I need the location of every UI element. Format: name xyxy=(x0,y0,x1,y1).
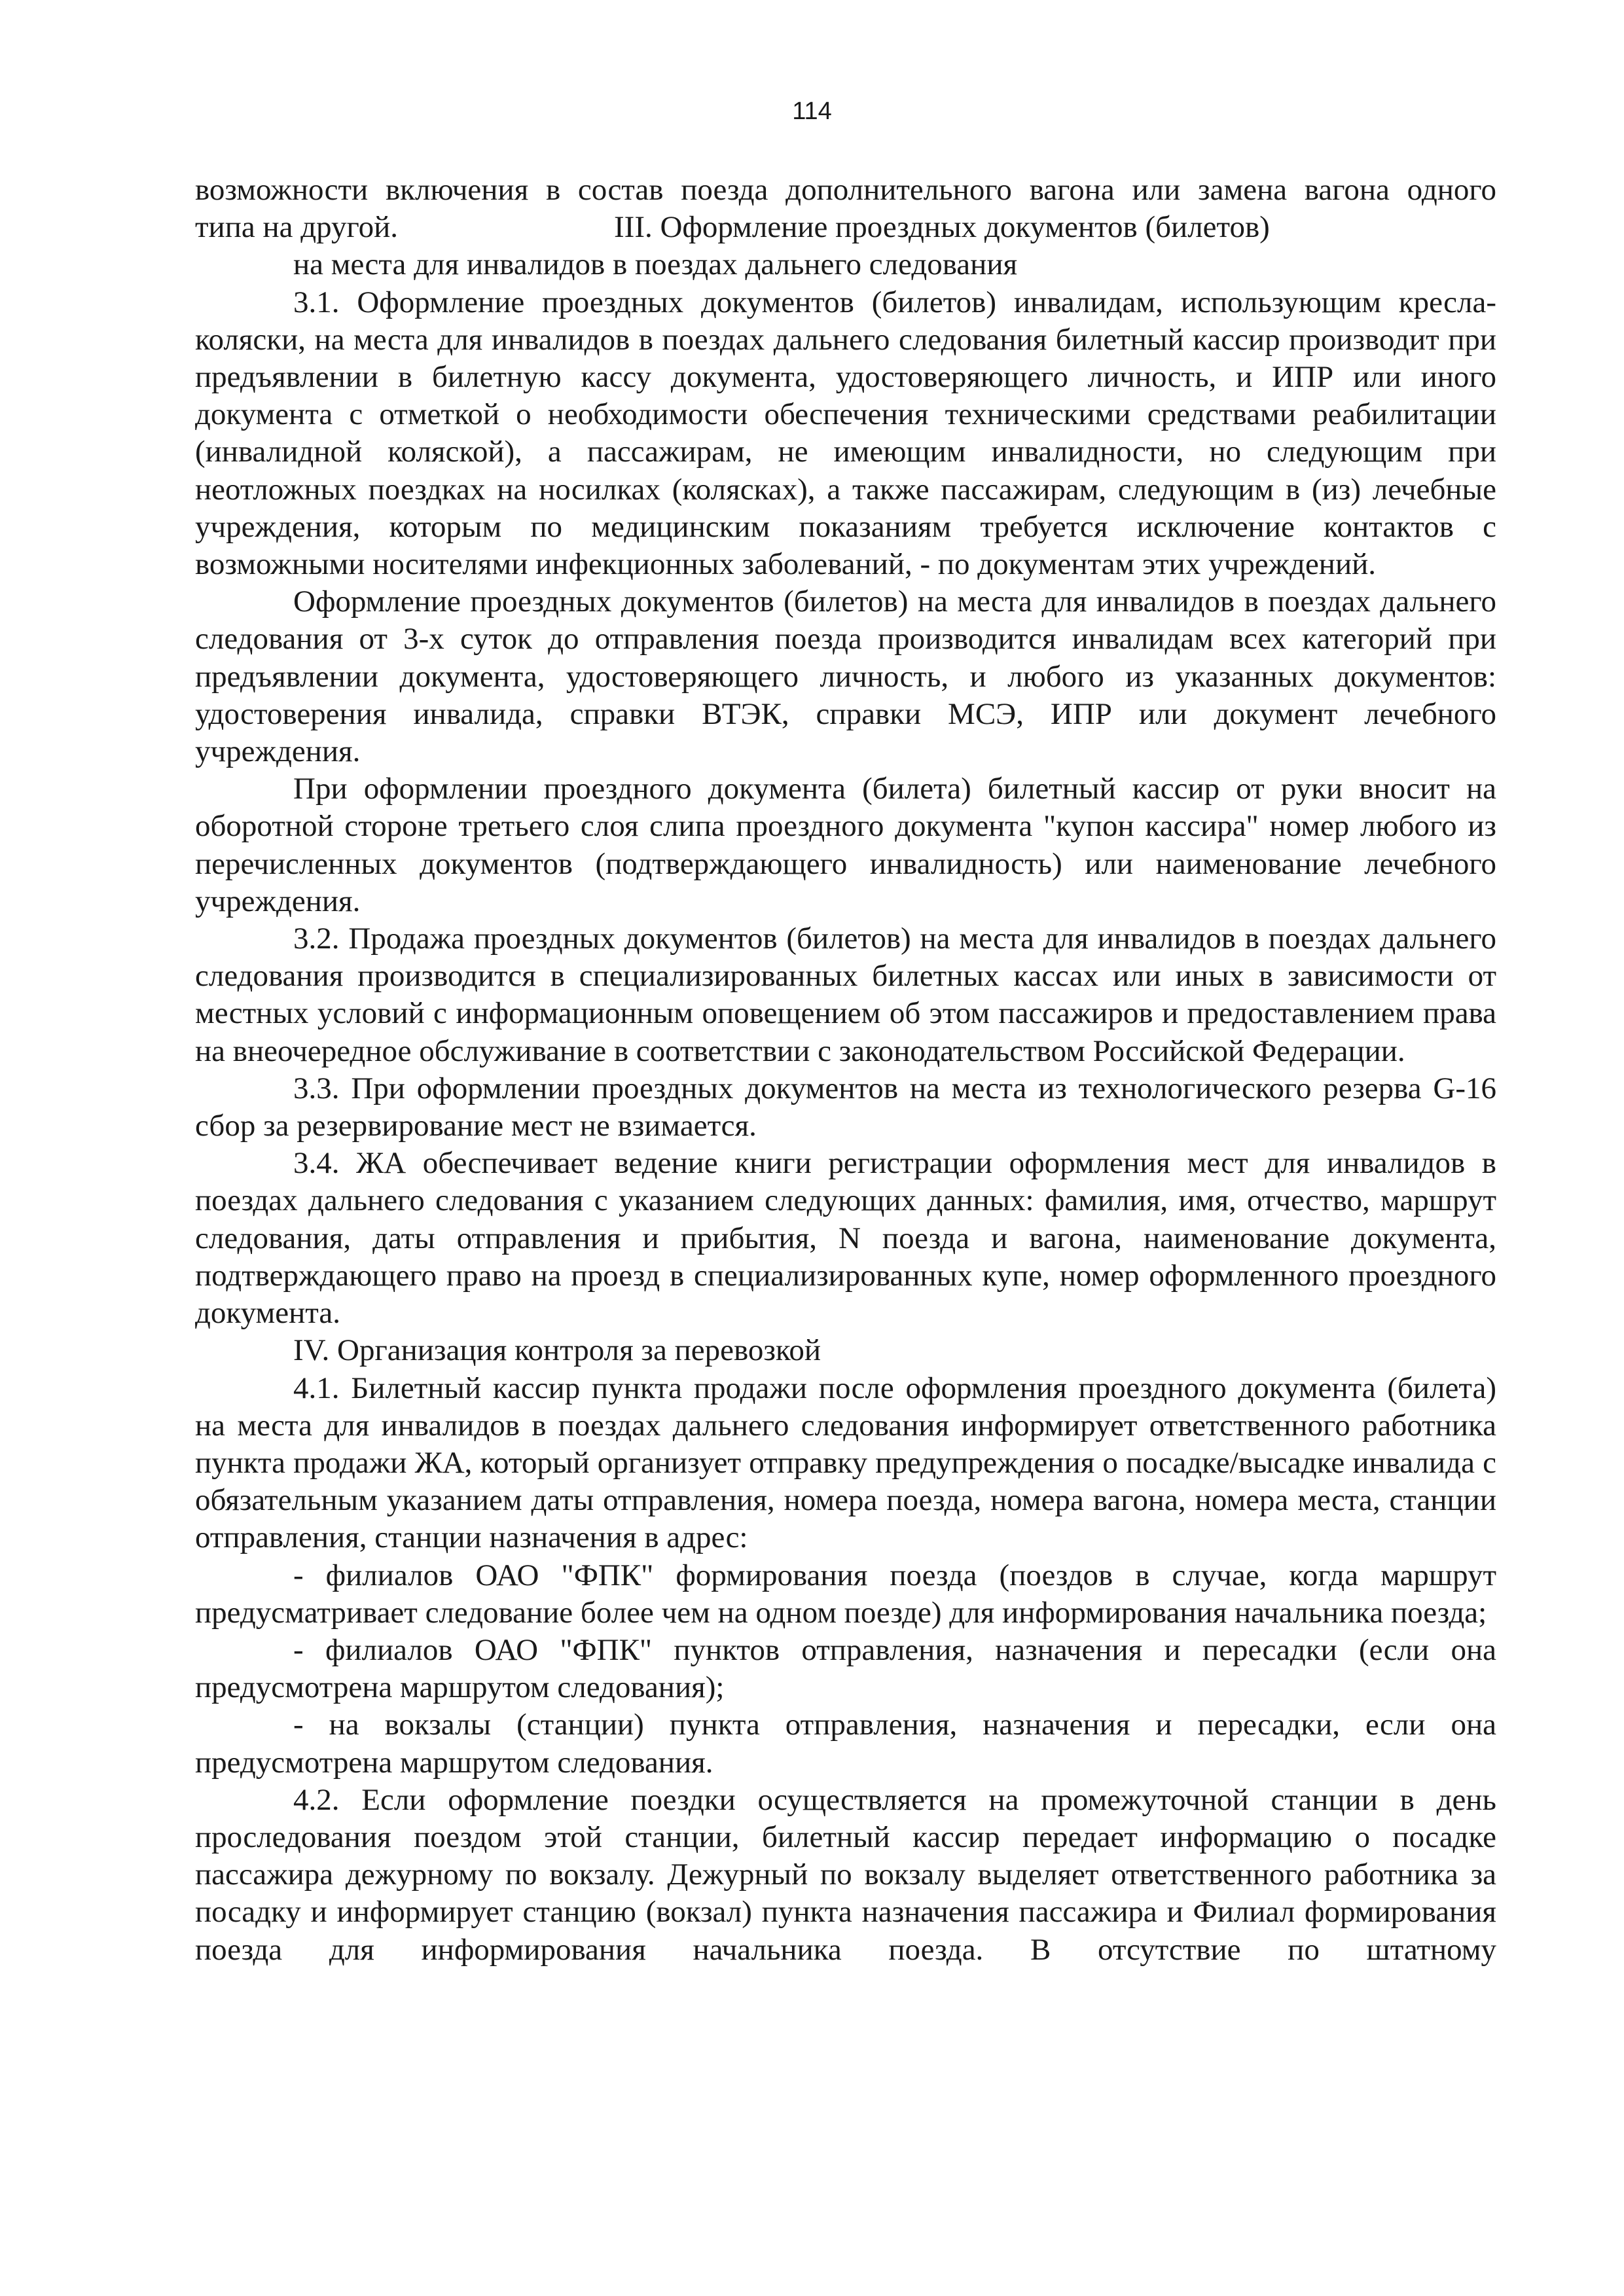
paragraph-4-1: 4.1. Билетный кассир пункта продажи после оформления проездного документа (билета) на места для инвалидов в поездах дальнего следования информирует ответственного работника пункта продажи ЖА, который организует отправку предупреждения о посадке/высадке инвалида с обязательным указанием даты отправления, номера поезда, номера вагона, номера места, станции отправления, станции назначения в адрес: xyxy=(195,1371,1496,1555)
paragraph-3-1-c: При оформлении проездного документа (билета) билетный кассир от руки вносит на оборотной стороне третьего слоя слипа проездного документа "купон кассира" номер любого из перечисленных документов (подтверждающего инвалидность) или наименование лечебного учреждения. xyxy=(195,772,1496,918)
paragraph-3-1: 3.1. Оформление проездных документов (билетов) инвалидам, использующим кресла-коляски, на места для инвалидов в поездах дальнего следования билетный кассир производит при предъявлении в билетную кассу документа, удостоверяющего личность, и ИПР или иного документа с отметкой о необходимости обеспечения техническими средствами реабилитации (инвалидной коляской), а пассажирам, не имеющим инвалидности, но следующим при неотложных поездках на носилках (колясках), а также пассажирам, следующим в (из) лечебные учреждения, которым по медицинским показаниям требуется исключение контактов с возможными носителями инфекционных заболеваний, - по документам этих учреждений. xyxy=(195,285,1496,582)
intro-line-2-text: типа на другой. xyxy=(195,210,399,245)
section-4-heading: IV. Организация контроля за перевозкой xyxy=(293,1333,821,1368)
page-number: 114 xyxy=(792,98,832,125)
intro-line-1: возможности включения в состав поезда дополнительного вагона или замена вагона одного xyxy=(195,173,1496,207)
paragraph-3-2: 3.2. Продажа проездных документов (билетов) на места для инвалидов в поездах дальнего следования производится в специализированных билетных кассах или иных в зависимости от местных условий с информационным оповещением об этом пассажиров и предоставлением права на внеочередное обслуживание в соответствии с законодательством Российской Федерации. xyxy=(195,922,1496,1068)
paragraph-3-1-b: Оформление проездных документов (билетов) на места для инвалидов в поездах дальнего следования от 3-х суток до отправления поезда производится инвалидам всех категорий при предъявлении документа, удостоверяющего личность, и любого из указанных документов: удостоверения инвалида, справки ВТЭК, справки МСЭ, ИПР или документ лечебного учреждения. xyxy=(195,584,1496,769)
paragraph-3-3: 3.3. При оформлении проездных документов на места из технологического резерва G-16 сбор за резервирование мест не взимается. xyxy=(195,1071,1496,1143)
paragraph-4-2: 4.2. Если оформление поездки осуществляется на промежуточной станции в день проследования поездом этой станции, билетный кассир передает информацию о посадке пассажира дежурному по вокзалу. Дежурный по вокзалу выделяет ответственного работника за посадку и информирует станцию (вокзал) пункта назначения пассажира и Филиал формирования поезда для информирования начальника поезда. В отсутствие по штатному xyxy=(195,1782,1496,1967)
paragraph-4-1-a: - филиалов ОАО "ФПК" формирования поезда (поездов в случае, когда маршрут предусматривает следование более чем на одном поезде) для информирования начальника поезда; xyxy=(195,1558,1496,1630)
section-3-heading: III. Оформление проездных документов (билетов) xyxy=(614,210,1270,245)
intro-line-2 xyxy=(195,209,1496,246)
document-body xyxy=(195,171,1496,1969)
paragraph-4-1-c: - на вокзалы (станции) пункта отправления, назначения и пересадки, если она предусмотрена маршрутом следования. xyxy=(195,1708,1496,1780)
paragraph-4-1-b: - филиалов ОАО "ФПК" пунктов отправления, назначения и пересадки (если она предусмотрена маршрутом следования); xyxy=(195,1632,1496,1705)
paragraph-3-4: 3.4. ЖА обеспечивает ведение книги регистрации оформления мест для инвалидов в поездах дальнего следования с указанием следующих данных: фамилия, имя, отчество, маршрут следования, даты отправления и прибытия, N поезда и вагона, наименование документа, подтверждающего право на проезд в специализированных купе, номер оформленного проездного документа. xyxy=(195,1146,1496,1331)
section-3-heading-continued: на места для инвалидов в поездах дальнего следования xyxy=(293,247,1018,282)
